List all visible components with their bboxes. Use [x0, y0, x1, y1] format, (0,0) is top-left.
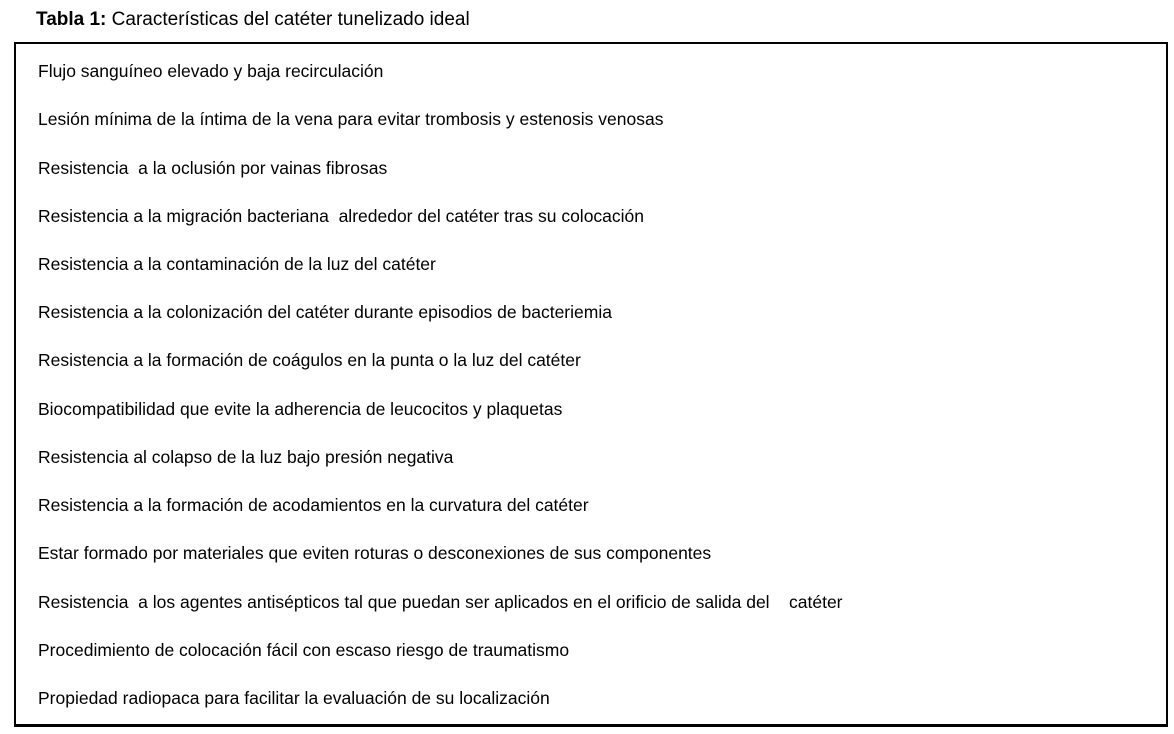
table-row-text: Procedimiento de colocación fácil con escaso riesgo de traumatismo: [38, 639, 570, 660]
table: [14, 42, 1168, 727]
table-row-text: Resistencia a la formación de acodamientos en la curvatura del catéter: [38, 495, 589, 516]
table-row-text: Resistencia a la colonización del catéter durante episodios de bacteriemia: [38, 302, 612, 323]
table-row-text: Resistencia a la formación de coágulos en la punta o la luz del catéter: [38, 350, 581, 371]
table-row: [16, 529, 1166, 577]
table-row: [16, 626, 1166, 674]
table-row: [16, 577, 1166, 625]
table-row-text: Resistencia a los agentes antisépticos tal que puedan ser aplicados en el orificio de salida del catéter: [38, 591, 843, 612]
table-row-text: Propiedad radiopaca para facilitar la evaluación de su localización: [38, 687, 550, 708]
table-row: [16, 433, 1166, 481]
table-row: [16, 336, 1166, 384]
table-row: [16, 674, 1166, 722]
table-row-text: Resistencia a la migración bacteriana alrededor del catéter tras su colocación: [38, 205, 645, 226]
table-row: [16, 385, 1166, 433]
table-row: [16, 288, 1166, 336]
table-caption-label: Tabla 1:: [36, 9, 107, 30]
table-row: [16, 481, 1166, 529]
table-row-text: Resistencia a la oclusión por vainas fibrosas: [38, 157, 388, 178]
table-row-text: Resistencia al colapso de la luz bajo presión negativa: [38, 446, 454, 467]
table-row-text: Resistencia a la contaminación de la luz del catéter: [38, 253, 436, 274]
table-row-text: Flujo sanguíneo elevado y baja recirculación: [38, 61, 384, 82]
table-row-text: Estar formado por materiales que eviten roturas o desconexiones de sus componentes: [38, 543, 712, 564]
table-caption: [36, 7, 470, 33]
table-row-text: Lesión mínima de la íntima de la vena para evitar trombosis y estenosis venosas: [38, 109, 664, 130]
table-row: [16, 95, 1166, 143]
table-caption-text: Características del catéter tunelizado ideal: [106, 9, 470, 30]
table-row: [16, 192, 1166, 240]
table-row: [16, 47, 1166, 95]
table-row: [16, 240, 1166, 288]
table-row-text: Biocompatibilidad que evite la adherencia de leucocitos y plaquetas: [38, 398, 563, 419]
table-row: [16, 143, 1166, 191]
